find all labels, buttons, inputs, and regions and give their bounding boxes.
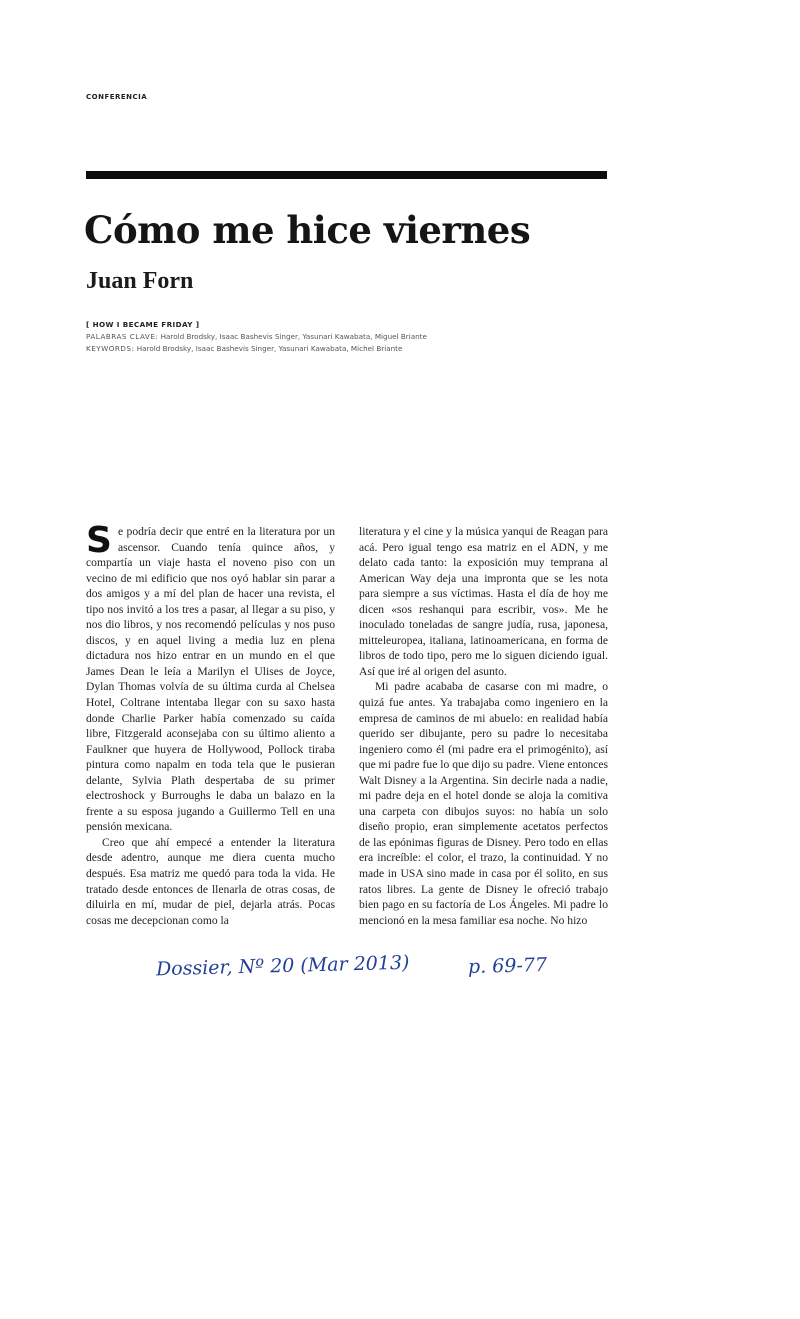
paragraph: Mi padre acababa de casarse con mi madre, o quizá fue antes. Ya trabajaba como ingeniero en la empresa de caminos de mi abuelo: en realidad había querido ser dibujante, pero su padre lo necesitaba ingeniero como él (mi padre era el primogénito), así que mi padre fue lo que dijo su padre. Viene entonces Walt Disney a la Argentina. Sin decirle nada a nadie, mi padre deja en el hotel donde se aloja la comitiva una carpeta con dibujos suyos: no había un solo diseño propio, eran simplemente acetatos perfectos de las epónimas figuras de Disney. Pero todo en ellas era increíble: el color, el trazo, la continuidad. Y no made in USA sino made in casa por él solito, en sus ratos libres. La gente de Disney le ofreció trabajo bien pago en su factoría de Los Ángeles. Mi padre lo mencionó en la mesa familiar esa noche. No hizo: [359, 680, 608, 927]
paragraph: Creo que ahí empecé a entender la literatura desde adentro, aunque me diera cuenta mucho después. Esa matriz me quedó para toda la vida. He tratado desde entonces de llenarla de otras cosas, de diluirla en mí, mudar de piel, dejarla atrás. Pocas cosas me decepcionan como la: [86, 835, 335, 927]
keywords-label: PALABRAS CLAVE:: [86, 332, 159, 341]
paragraph: [86, 520, 335, 835]
english-title: [ HOW I BECAME FRIDAY ]: [86, 320, 200, 329]
keywords-en-values: Harold Brodsky, Isaac Bashevis Singer, Yasunari Kawabata, Michel Briante: [136, 344, 403, 353]
body-column-right: [359, 524, 608, 928]
body-column-left: [86, 520, 335, 928]
handwritten-page-range: p. 69-77: [467, 953, 548, 979]
section-label: CONFERENCIA: [86, 93, 148, 101]
handwritten-reference-note: Dossier, Nº 20 (Mar 2013): [155, 951, 410, 981]
paragraph-text: e podría decir que entré en la literatura por un ascensor. Cuando tenía quince años, y compartía un viaje hasta el noveno piso con un vecino de mi edificio que nos oyó hablar sin parar a dos amigos y a mí del plan de hacer una revista, el tipo nos invitó a los tres a pasar, al llegar a su piso, y nos dio libros, y nos recomendó películas y nos puso discos, y en aquel living a media luz en plena dictadura nos hizo entrar en un mundo en el que James Dean le leía a Marilyn el Ulises de Joyce, Dylan Thomas volvía de su última curda al Chelsea Hotel, Coltrane intentaba llegar con su saxo hasta donde Charlie Parker había comenzado su caída libre, Fitzgerald aconsejaba con su último aliento a Faulkner que huyera de Hollywood, Pollock tiraba pintura como napalm en toda tela que le pusieran delante, Sylvia Plath despertaba de su primer electroshock y Burroughs le daba un balazo en la frente a su esposa jugando a Guillermo Tell en una pensión mexicana.: [86, 525, 335, 834]
article-title: Cómo me hice viernes: [84, 208, 531, 252]
drop-cap: S: [86, 520, 112, 561]
keywords-line: [86, 331, 626, 343]
keywords-en-label: KEYWORDS:: [86, 344, 135, 353]
top-rule: [86, 171, 607, 179]
paragraph: literatura y el cine y la música yanqui de Reagan para acá. Pero igual tengo esa matriz en el ADN, y me delato cada tanto: la exposición muy temprana al American Way deja una impronta que se les nota para siempre a sus víctimas. Hasta el día de hoy me dicen «sos reshanqui para escribir, vos». Me he inoculado toneladas de sangre judía, rusa, japonesa, mitteleuropea, italiana, latinoamericana, en forma de libros de todo tipo, pero me lo siguen diciendo igual. Así que iré al origen del asunto.: [359, 525, 608, 678]
article-author: Juan Forn: [86, 268, 194, 294]
keywords-values: Harold Brodsky, Isaac Bashevis Singer, Yasunari Kawabata, Miguel Briante: [160, 332, 427, 341]
keywords-en-line: [86, 343, 626, 355]
article-metadata: [86, 319, 626, 355]
